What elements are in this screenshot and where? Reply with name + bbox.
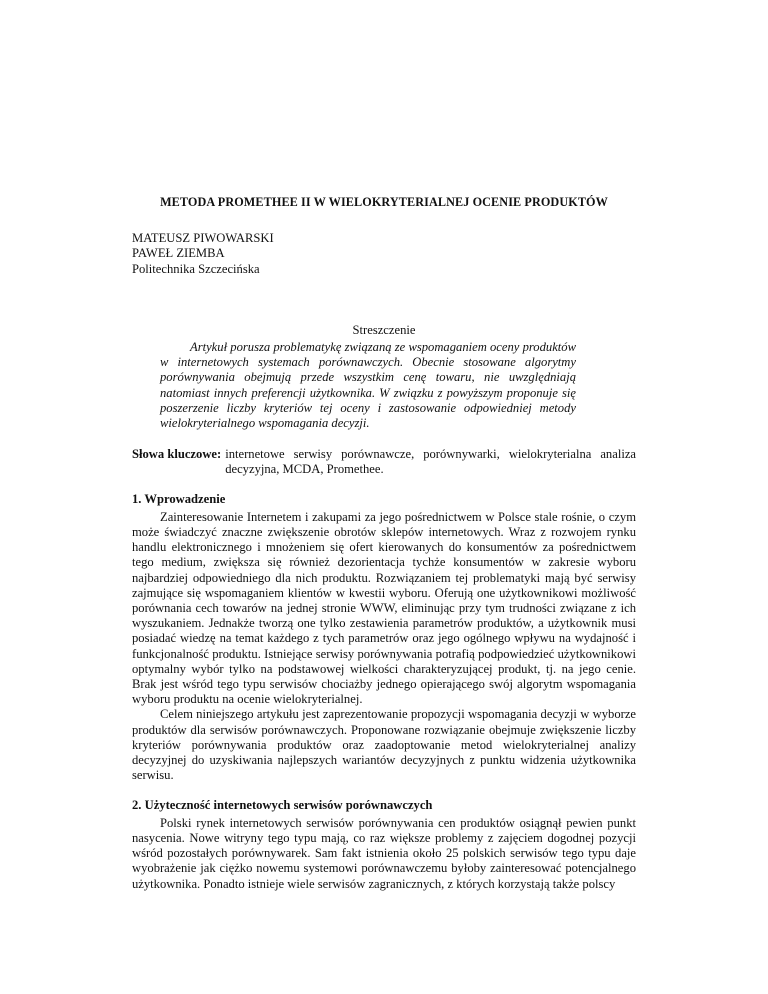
paper-title: METODA PROMETHEE II W WIELOKRYTERIALNEJ OCENIE PRODUKTÓW (160, 195, 608, 209)
author-name: PAWEŁ ZIEMBA (132, 246, 225, 261)
page-content (132, 195, 636, 892)
keywords-label: Słowa kluczowe: (132, 447, 222, 462)
paragraph: Zainteresowanie Internetem i zakupami za jego pośrednictwem w Polsce stale rośnie, o czym może świadczyć znaczne zwiększenie obrotów sklepów internetowych. Wraz z rozwojem rynku handlu elektronicznego i mnożeniem się ofert kierowanych do konsumentów za pośrednictwem tego medium, zwiększa się również dezorientacja tychże konsumentów w zakresie wyboru najbardziej odpowiedniego dla nich produktu. Rozwiązaniem tej problematyki mają być serwisy zajmujące się wspomaganiem klientów w kwestii wyboru. Oferują one użytkownikowi możliwość porównania cech towarów na jednej stronie WWW, eliminując przy tym trudności związane z ich wyszukaniem. Jednakże tworzą one tylko zestawienia parametrów produktów, a użytkownik musi posiadać wiedzę na temat każdego z tych parametrów oraz jego ogólnego wpływu na wydajność i funkcjonalność produktu. Istniejące serwisy porównywania potrafią podpowiedzieć użytkownikowi optymalny wybór tylko na podstawowej wielkości charakteryzującej produkt, tj. na jego cenie. Brak jest wśród tego typu serwisów chociażby jednego opierającego swój algorytm wspomagania wyboru produktu na ocenie wielokryterialnej. (132, 509, 636, 707)
keywords-block (132, 447, 636, 477)
author-name: MATEUSZ PIWOWARSKI (132, 231, 274, 246)
section-heading: 2. Użyteczność internetowych serwisów porównawczych (132, 797, 433, 812)
paragraph: Polski rynek internetowych serwisów porównywania cen produktów osiągnął pewien punkt nasycenia. Nowe witryny tego typu mają, co raz większe problemy z zajęciem dogodnej pozycji wśród pozostałych porównywarek. Sam fakt istnienia około 25 polskich serwisów tego typu daje wyobrażenie jak ciężko nowemu systemowi porównawczemu byłoby zainteresować potencjalnego użytkownika. Ponadto istnieje wiele serwisów zagranicznych, z których korzystają także polscy (132, 815, 636, 891)
paragraph: Celem niniejszego artykułu jest zaprezentowanie propozycji wspomagania decyzji w wyborze produktów dla serwisów porównawczych. Proponowane rozwiązanie obejmuje zwiększenie liczby kryteriów porównywania produktów oraz zaadoptowanie metod wielokryterialnej analizy decyzyjnej do uzyskiwania najlepszych wariantów decyzyjnych z punktu widzenia użytkownika serwisu. (132, 707, 636, 783)
section-heading: 1. Wprowadzenie (132, 491, 226, 506)
abstract-heading: Streszczenie (352, 322, 416, 337)
authors-block (132, 231, 636, 277)
affiliation: Politechnika Szczecińska (132, 261, 260, 276)
keywords-text: internetowe serwisy porównawcze, porównywarki, wielokryterialna analiza decyzyjna, MCDA, Promethee. (225, 447, 636, 477)
abstract-text: Artykuł porusza problematykę związaną ze wspomaganiem oceny produktów w internetowych systemach porównawczych. Obecnie stosowane algorytmy porównywania obejmują przede wszystkim cenę towaru, nie uwzględniają natomiast innych preferencji użytkownika. W związku z powyższym proponuje się poszerzenie liczby kryteriów tej oceny i zastosowanie odpowiedniej metody wielokryterialnego wspomagania decyzji. (160, 340, 576, 431)
